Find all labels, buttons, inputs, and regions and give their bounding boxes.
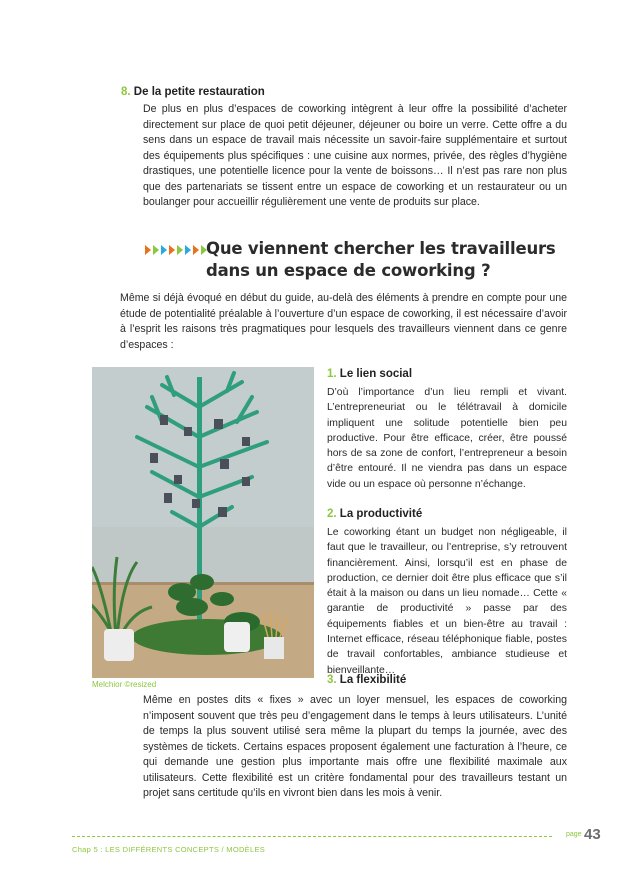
headline-line-1: Que viennent chercher les travailleurs [206, 239, 556, 258]
item-2-title: La productivité [339, 508, 423, 520]
section-headline [206, 238, 566, 282]
arrow-icon [185, 242, 191, 252]
coworking-tree-photo [92, 367, 314, 678]
intro-paragraph: Même si déjà évoqué en début du guide, au-delà des éléments à prendre en compte pour une étude de potentialité préalable à l’ouverture d’un espace de coworking, il est nécessaire d’avoir à l’esprit les raisons très pragmatiques pour lesquels des travailleurs viennent dans ce genre d’espaces : [120, 292, 567, 351]
arrow-icon [145, 242, 151, 252]
arrow-icon [177, 242, 183, 252]
arrow-icon [169, 242, 175, 252]
item-3-title: La flexibilité [339, 674, 407, 686]
page-label: page [566, 831, 582, 838]
item-2-number: 2. [327, 508, 337, 520]
page-number: 43 [584, 826, 601, 843]
arrow-icon [153, 242, 159, 252]
item-2-body: Le coworking étant un budget non négligeable, il faut que le travailleur, ou l’entreprise, s’y retrouvent financièrement. Ainsi, lorsqu’il est en phase de production, ce dernier doit être plus efficace que s’il était à la maison ou dans un lieu nomade… Cette « garantie de productivité » passe par des équipements fiables et un bien-être au travail : Internet efficace, réseau téléphonique fiable, postes de travail confortables, ambiance studieuse et bienveillante… [327, 527, 567, 676]
arrow-icon [193, 242, 199, 252]
section-8-title: De la petite restauration [133, 86, 265, 98]
item-1-title: Le lien social [339, 368, 413, 380]
headline-line-2: dans un espace de coworking ? [206, 261, 491, 280]
item-3-heading [327, 674, 406, 686]
footer-chapter: Chap 5 : LES DIFFÉRENTS CONCEPTS / MODÈLES [72, 845, 266, 854]
item-3-number: 3. [327, 674, 337, 686]
footer-divider [72, 836, 552, 837]
photo-credit: Melchior ©resized [92, 680, 157, 689]
photo-illustration [92, 367, 314, 678]
item-2-heading [327, 508, 422, 520]
headline-arrows [145, 242, 207, 252]
section-8-heading [121, 86, 265, 98]
section-8-number: 8. [121, 86, 131, 98]
item-3-body: Même en postes dits « fixes » avec un loyer mensuel, les espaces de coworking n’imposent souvent que très peu d’engagement dans le temps à leurs utilisateurs. L’unité de temps la plus souvent utilisé sera même la plupart du temps la journée, avec des systèmes de tickets. Certains espaces proposent également une facturation à l’heure, ce qui demande une gestion plus importante mais offre une flexibilité maximale aux utilisateurs. Cette flexibilité est un critère fondamental pour des travailleurs testant un projet sans certitude qu’ils en vivront bien dans les mois à venir. [143, 694, 567, 799]
arrow-icon [161, 242, 167, 252]
item-1-number: 1. [327, 368, 337, 380]
section-8-body: De plus en plus d’espaces de coworking intègrent à leur offre la possibilité d’acheter directement sur place de quoi petit déjeuner, déjeuner ou boire un verre. Cette offre a du sens dans un espace de travail mais nécessite un savoir-faire supplémentaire et surtout des équipements plus spécifiques : une cuisine aux normes, privée, des règles d’hygiène drastiques, une potentielle licence pour la vente de boissons… Il n’est pas rare non plus que des partenariats se tissent entre un espace de coworking et un restaurateur ou un boulanger pour accueillir régulièrement une vente de produits sur place. [143, 103, 567, 208]
item-1-heading [327, 368, 412, 380]
item-1-body: D’où l’importance d’un lieu rempli et vivant. L’entrepreneuriat ou le télétravail à domicile impliquent une solitude potentielle bien peu productive. Pour être efficace, créer, être poussé hors de sa zone de confort, l’entrepreneur a besoin d’être entouré. Il ne viendra pas dans un espace vide ou un espace où personne n’échange. [327, 387, 567, 490]
